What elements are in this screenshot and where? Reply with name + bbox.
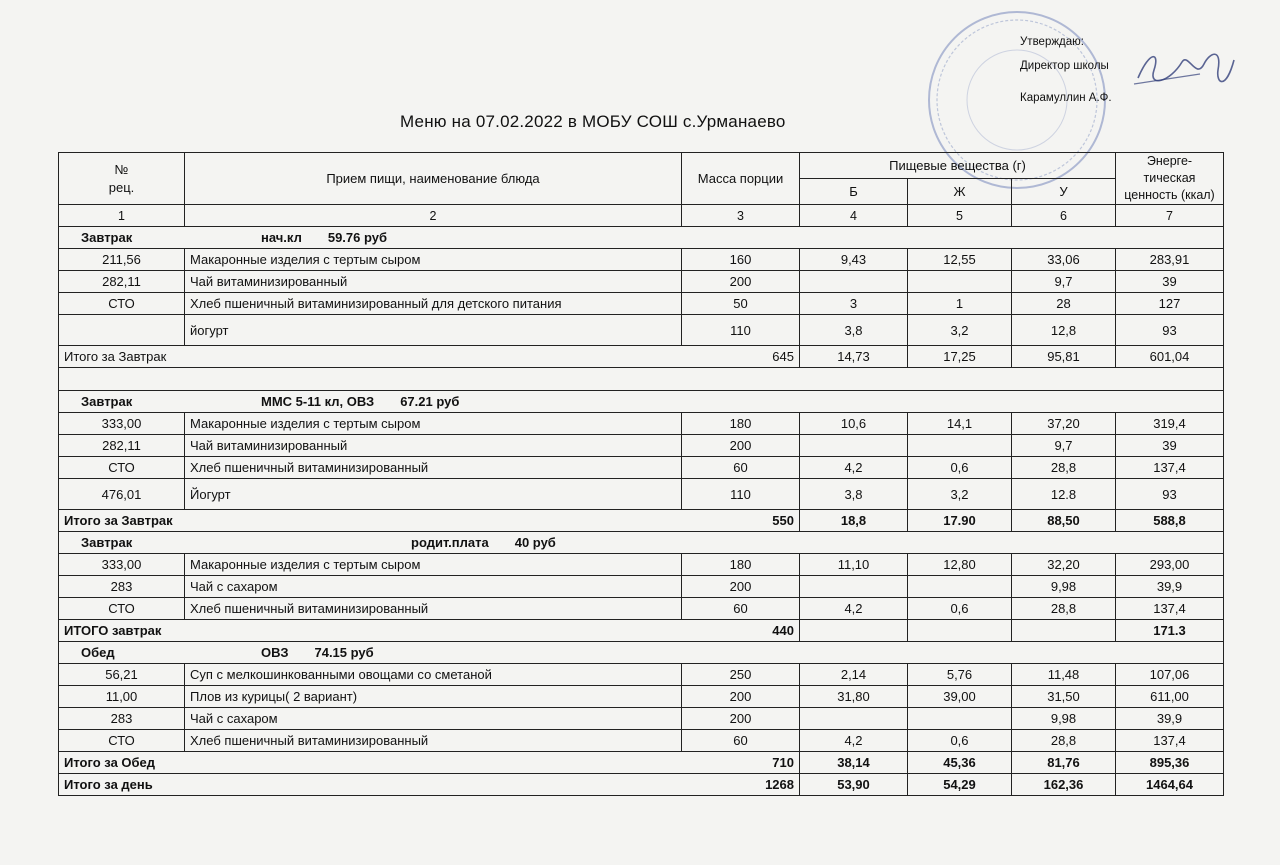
dish-row bbox=[59, 664, 1224, 686]
energy-value: 127 bbox=[1116, 293, 1224, 315]
portion-mass: 60 bbox=[682, 598, 800, 620]
total-energy: 588,8 bbox=[1116, 510, 1224, 532]
portion-mass: 60 bbox=[682, 457, 800, 479]
energy-value: 107,06 bbox=[1116, 664, 1224, 686]
col-number: 3 bbox=[682, 205, 800, 227]
section-total-row bbox=[59, 620, 1224, 642]
total-fat: 45,36 bbox=[908, 752, 1012, 774]
col-number: 1 bbox=[59, 205, 185, 227]
menu-table bbox=[58, 152, 1224, 796]
dish-row bbox=[59, 457, 1224, 479]
carb-value: 31,50 bbox=[1012, 686, 1116, 708]
dish-name: Йогурт bbox=[185, 479, 682, 510]
total-mass: 645 bbox=[682, 346, 800, 368]
day-total-mass: 1268 bbox=[682, 774, 800, 796]
total-label: Итого за Завтрак bbox=[59, 510, 682, 532]
dish-name: Суп с мелкошинкованными овощами со сметаной bbox=[185, 664, 682, 686]
header-b: Б bbox=[800, 179, 908, 205]
protein-value: 9,43 bbox=[800, 249, 908, 271]
protein-value: 2,14 bbox=[800, 664, 908, 686]
energy-value: 611,00 bbox=[1116, 686, 1224, 708]
portion-mass: 200 bbox=[682, 271, 800, 293]
energy-value: 137,4 bbox=[1116, 730, 1224, 752]
fat-value: 5,76 bbox=[908, 664, 1012, 686]
recipe-number bbox=[59, 315, 185, 346]
protein-value bbox=[800, 271, 908, 293]
carb-value: 28,8 bbox=[1012, 598, 1116, 620]
total-fat: 17.90 bbox=[908, 510, 1012, 532]
total-carb: 81,76 bbox=[1012, 752, 1116, 774]
section-label: Завтрак bbox=[81, 535, 133, 550]
section-label: Завтрак bbox=[81, 394, 133, 409]
dish-row bbox=[59, 315, 1224, 346]
day-total-protein: 53,90 bbox=[800, 774, 908, 796]
fat-value bbox=[908, 576, 1012, 598]
fat-value: 3,2 bbox=[908, 315, 1012, 346]
carb-value: 28,8 bbox=[1012, 457, 1116, 479]
column-numbers-row bbox=[59, 205, 1224, 227]
energy-value: 39 bbox=[1116, 435, 1224, 457]
portion-mass: 200 bbox=[682, 576, 800, 598]
recipe-number: 333,00 bbox=[59, 554, 185, 576]
section-header-row bbox=[59, 391, 1224, 413]
fat-value: 3,2 bbox=[908, 479, 1012, 510]
energy-value: 93 bbox=[1116, 479, 1224, 510]
fat-value: 0,6 bbox=[908, 457, 1012, 479]
protein-value: 4,2 bbox=[800, 457, 908, 479]
col-number: 7 bbox=[1116, 205, 1224, 227]
total-protein bbox=[800, 620, 908, 642]
section-header bbox=[59, 227, 1224, 249]
recipe-number: СТО bbox=[59, 293, 185, 315]
total-label: Итого за Обед bbox=[59, 752, 682, 774]
total-energy: 601,04 bbox=[1116, 346, 1224, 368]
portion-mass: 60 bbox=[682, 730, 800, 752]
col-number: 6 bbox=[1012, 205, 1116, 227]
section-total-row bbox=[59, 752, 1224, 774]
protein-value: 3,8 bbox=[800, 315, 908, 346]
recipe-number: 283 bbox=[59, 708, 185, 730]
col-number: 4 bbox=[800, 205, 908, 227]
energy-value: 93 bbox=[1116, 315, 1224, 346]
recipe-number: СТО bbox=[59, 457, 185, 479]
energy-value: 137,4 bbox=[1116, 598, 1224, 620]
energy-value: 39,9 bbox=[1116, 708, 1224, 730]
energy-value: 293,00 bbox=[1116, 554, 1224, 576]
dish-row bbox=[59, 293, 1224, 315]
dish-name: Хлеб пшеничный витаминизированный bbox=[185, 730, 682, 752]
section-header bbox=[59, 532, 1224, 554]
day-total-energy: 1464,64 bbox=[1116, 774, 1224, 796]
protein-value bbox=[800, 435, 908, 457]
section-label: Обед bbox=[81, 645, 115, 660]
total-mass: 440 bbox=[682, 620, 800, 642]
header-u: У bbox=[1012, 179, 1116, 205]
dish-row bbox=[59, 708, 1224, 730]
section-header-row bbox=[59, 642, 1224, 664]
total-protein: 38,14 bbox=[800, 752, 908, 774]
portion-mass: 110 bbox=[682, 315, 800, 346]
header-nutrients: Пищевые вещества (г) bbox=[800, 153, 1116, 179]
dish-row bbox=[59, 271, 1224, 293]
protein-value bbox=[800, 708, 908, 730]
dish-name: Чай с сахаром bbox=[185, 576, 682, 598]
portion-mass: 200 bbox=[682, 435, 800, 457]
protein-value: 3,8 bbox=[800, 479, 908, 510]
dish-row bbox=[59, 576, 1224, 598]
day-total-fat: 54,29 bbox=[908, 774, 1012, 796]
fat-value: 39,00 bbox=[908, 686, 1012, 708]
dish-name: йогурт bbox=[185, 315, 682, 346]
dish-name: Макаронные изделия с тертым сыром bbox=[185, 413, 682, 435]
fat-value: 0,6 bbox=[908, 730, 1012, 752]
total-fat: 17,25 bbox=[908, 346, 1012, 368]
carb-value: 9,7 bbox=[1012, 435, 1116, 457]
dish-row bbox=[59, 730, 1224, 752]
section-price: 40 руб bbox=[514, 535, 556, 550]
dish-row bbox=[59, 413, 1224, 435]
energy-value: 319,4 bbox=[1116, 413, 1224, 435]
total-carb bbox=[1012, 620, 1116, 642]
energy-value: 39 bbox=[1116, 271, 1224, 293]
portion-mass: 160 bbox=[682, 249, 800, 271]
portion-mass: 110 bbox=[682, 479, 800, 510]
total-carb: 95,81 bbox=[1012, 346, 1116, 368]
total-carb: 88,50 bbox=[1012, 510, 1116, 532]
carb-value: 28,8 bbox=[1012, 730, 1116, 752]
page-title: Меню на 07.02.2022 в МОБУ СОШ с.Урманаево bbox=[400, 112, 786, 131]
director-name: Карамуллин А.Ф. bbox=[1020, 92, 1112, 104]
total-label: ИТОГО завтрак bbox=[59, 620, 682, 642]
section-header bbox=[59, 391, 1224, 413]
total-label: Итого за Завтрак bbox=[59, 346, 682, 368]
section-note: нач.кл bbox=[261, 230, 302, 245]
header-dish: Прием пищи, наименование блюда bbox=[185, 153, 682, 205]
day-total-row bbox=[59, 774, 1224, 796]
dish-row bbox=[59, 479, 1224, 510]
approval-block bbox=[1020, 30, 1112, 110]
spacer-row bbox=[59, 368, 1224, 391]
total-mass: 710 bbox=[682, 752, 800, 774]
dish-name: Чай витаминизированный bbox=[185, 271, 682, 293]
day-total-carb: 162,36 bbox=[1012, 774, 1116, 796]
dish-name: Хлеб пшеничный витаминизированный bbox=[185, 457, 682, 479]
section-note: ОВЗ bbox=[261, 645, 289, 660]
protein-value: 31,80 bbox=[800, 686, 908, 708]
carb-value: 11,48 bbox=[1012, 664, 1116, 686]
recipe-number: СТО bbox=[59, 730, 185, 752]
recipe-number: 282,11 bbox=[59, 271, 185, 293]
recipe-number: 211,56 bbox=[59, 249, 185, 271]
fat-value bbox=[908, 271, 1012, 293]
dish-row bbox=[59, 435, 1224, 457]
total-energy: 171.3 bbox=[1116, 620, 1224, 642]
recipe-number: 56,21 bbox=[59, 664, 185, 686]
protein-value: 10,6 bbox=[800, 413, 908, 435]
section-header-row bbox=[59, 227, 1224, 249]
dish-name: Макаронные изделия с тертым сыром bbox=[185, 249, 682, 271]
section-total-row bbox=[59, 346, 1224, 368]
carb-value: 33,06 bbox=[1012, 249, 1116, 271]
recipe-number: СТО bbox=[59, 598, 185, 620]
fat-value: 0,6 bbox=[908, 598, 1012, 620]
portion-mass: 180 bbox=[682, 554, 800, 576]
section-note: родит.плата bbox=[411, 535, 489, 550]
approval-line-2: Директор школы bbox=[1020, 60, 1109, 72]
carb-value: 9,98 bbox=[1012, 576, 1116, 598]
portion-mass: 50 bbox=[682, 293, 800, 315]
section-price: 67.21 руб bbox=[400, 394, 460, 409]
portion-mass: 180 bbox=[682, 413, 800, 435]
energy-value: 283,91 bbox=[1116, 249, 1224, 271]
protein-value: 3 bbox=[800, 293, 908, 315]
dish-name: Чай с сахаром bbox=[185, 708, 682, 730]
dish-row bbox=[59, 598, 1224, 620]
section-price: 59.76 руб bbox=[327, 230, 388, 245]
header-zh: Ж bbox=[908, 179, 1012, 205]
section-price: 74.15 руб bbox=[314, 645, 374, 660]
dish-row bbox=[59, 249, 1224, 271]
energy-value: 137,4 bbox=[1116, 457, 1224, 479]
total-protein: 14,73 bbox=[800, 346, 908, 368]
section-note: ММС 5-11 кл, ОВЗ bbox=[261, 394, 375, 409]
menu-body bbox=[59, 227, 1224, 796]
total-energy: 895,36 bbox=[1116, 752, 1224, 774]
col-number: 5 bbox=[908, 205, 1012, 227]
portion-mass: 250 bbox=[682, 664, 800, 686]
fat-value: 1 bbox=[908, 293, 1012, 315]
carb-value: 9,98 bbox=[1012, 708, 1116, 730]
protein-value: 11,10 bbox=[800, 554, 908, 576]
recipe-number: 283 bbox=[59, 576, 185, 598]
fat-value: 12,80 bbox=[908, 554, 1012, 576]
recipe-number: 282,11 bbox=[59, 435, 185, 457]
fat-value: 12,55 bbox=[908, 249, 1012, 271]
header-energy: Энерге-тическая ценность (ккал) bbox=[1116, 153, 1224, 205]
carb-value: 37,20 bbox=[1012, 413, 1116, 435]
fat-value bbox=[908, 708, 1012, 730]
day-total-label: Итого за день bbox=[59, 774, 682, 796]
carb-value: 9,7 bbox=[1012, 271, 1116, 293]
approval-line-1: Утверждаю: bbox=[1020, 36, 1084, 48]
dish-name: Чай витаминизированный bbox=[185, 435, 682, 457]
protein-value: 4,2 bbox=[800, 730, 908, 752]
section-total-row bbox=[59, 510, 1224, 532]
protein-value bbox=[800, 576, 908, 598]
recipe-number: 476,01 bbox=[59, 479, 185, 510]
spacer-cell bbox=[59, 368, 1224, 391]
col-number: 2 bbox=[185, 205, 682, 227]
section-label: Завтрак bbox=[81, 230, 133, 245]
header-mass: Масса порции bbox=[682, 153, 800, 205]
dish-name: Макаронные изделия с тертым сыром bbox=[185, 554, 682, 576]
recipe-number: 11,00 bbox=[59, 686, 185, 708]
total-mass: 550 bbox=[682, 510, 800, 532]
carb-value: 28 bbox=[1012, 293, 1116, 315]
dish-name: Плов из курицы( 2 вариант) bbox=[185, 686, 682, 708]
dish-name: Хлеб пшеничный витаминизированный для детского питания bbox=[185, 293, 682, 315]
carb-value: 12,8 bbox=[1012, 315, 1116, 346]
total-fat bbox=[908, 620, 1012, 642]
carb-value: 32,20 bbox=[1012, 554, 1116, 576]
energy-value: 39,9 bbox=[1116, 576, 1224, 598]
director-signature bbox=[1130, 40, 1240, 100]
dish-row bbox=[59, 686, 1224, 708]
portion-mass: 200 bbox=[682, 686, 800, 708]
dish-row bbox=[59, 554, 1224, 576]
fat-value bbox=[908, 435, 1012, 457]
recipe-number: 333,00 bbox=[59, 413, 185, 435]
section-header bbox=[59, 642, 1224, 664]
portion-mass: 200 bbox=[682, 708, 800, 730]
dish-name: Хлеб пшеничный витаминизированный bbox=[185, 598, 682, 620]
carb-value: 12.8 bbox=[1012, 479, 1116, 510]
total-protein: 18,8 bbox=[800, 510, 908, 532]
protein-value: 4,2 bbox=[800, 598, 908, 620]
fat-value: 14,1 bbox=[908, 413, 1012, 435]
section-header-row bbox=[59, 532, 1224, 554]
header-rec-no: № рец. bbox=[59, 153, 185, 205]
